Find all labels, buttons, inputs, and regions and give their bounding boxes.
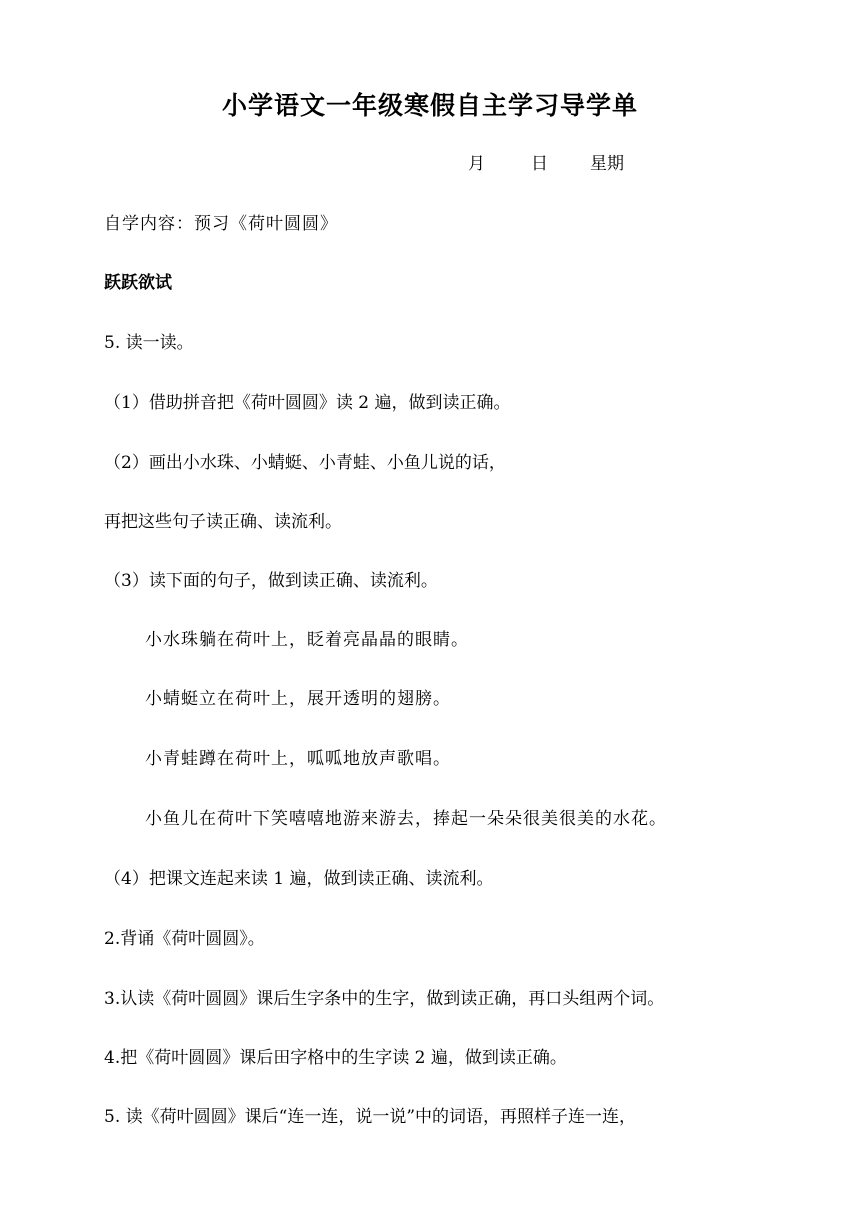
sub-item-3: （3）读下面的句子，做到读正确、读流利。 bbox=[104, 571, 438, 591]
sentence-4: 小鱼儿在荷叶下笑嘻嘻地游来游去，捧起一朵朵很美很美的水花。 bbox=[145, 809, 667, 829]
weekday-label: 星期 bbox=[590, 154, 624, 174]
sentence-2: 小蜻蜓立在荷叶上，展开透明的翅膀。 bbox=[145, 689, 451, 709]
task-3: 3.认读《荷叶圆圆》课后生字条中的生字，做到读正确，再口头组两个词。 bbox=[104, 989, 665, 1009]
study-content: 自学内容：预习《荷叶圆圆》 bbox=[104, 214, 338, 234]
task-4: 4.把《荷叶圆圆》课后田字格中的生字读 2 遍，做到读正确。 bbox=[104, 1048, 567, 1068]
page-title: 小学语文一年级寒假自主学习导学单 bbox=[221, 91, 638, 120]
sentence-1: 小水珠躺在荷叶上，眨着亮晶晶的眼睛。 bbox=[145, 630, 469, 650]
sub-item-4: （4）把课文连起来读 1 遍，做到读正确、读流利。 bbox=[104, 869, 494, 889]
sub-item-2a: （2）画出小水珠、小蜻蜓、小青蛙、小鱼儿说的话， bbox=[104, 453, 506, 473]
task-5: 5. 读《荷叶圆圆》课后“连一连，说一说”中的词语，再照样子连一连， bbox=[104, 1107, 637, 1127]
task-2: 2.背诵《荷叶圆圆》。 bbox=[104, 929, 265, 949]
sub-item-1: （1）借助拼音把《荷叶圆圆》读 2 遍，做到读正确。 bbox=[104, 393, 511, 413]
section-heading: 跃跃欲试 bbox=[104, 273, 172, 293]
month-label: 月 bbox=[468, 154, 485, 174]
read-heading: 5. 读一读。 bbox=[104, 333, 194, 353]
day-label: 日 bbox=[531, 154, 548, 174]
sub-item-2b: 再把这些句子读正确、读流利。 bbox=[104, 512, 342, 532]
sentence-3: 小青蛙蹲在荷叶上，呱呱地放声歌唱。 bbox=[145, 749, 451, 769]
